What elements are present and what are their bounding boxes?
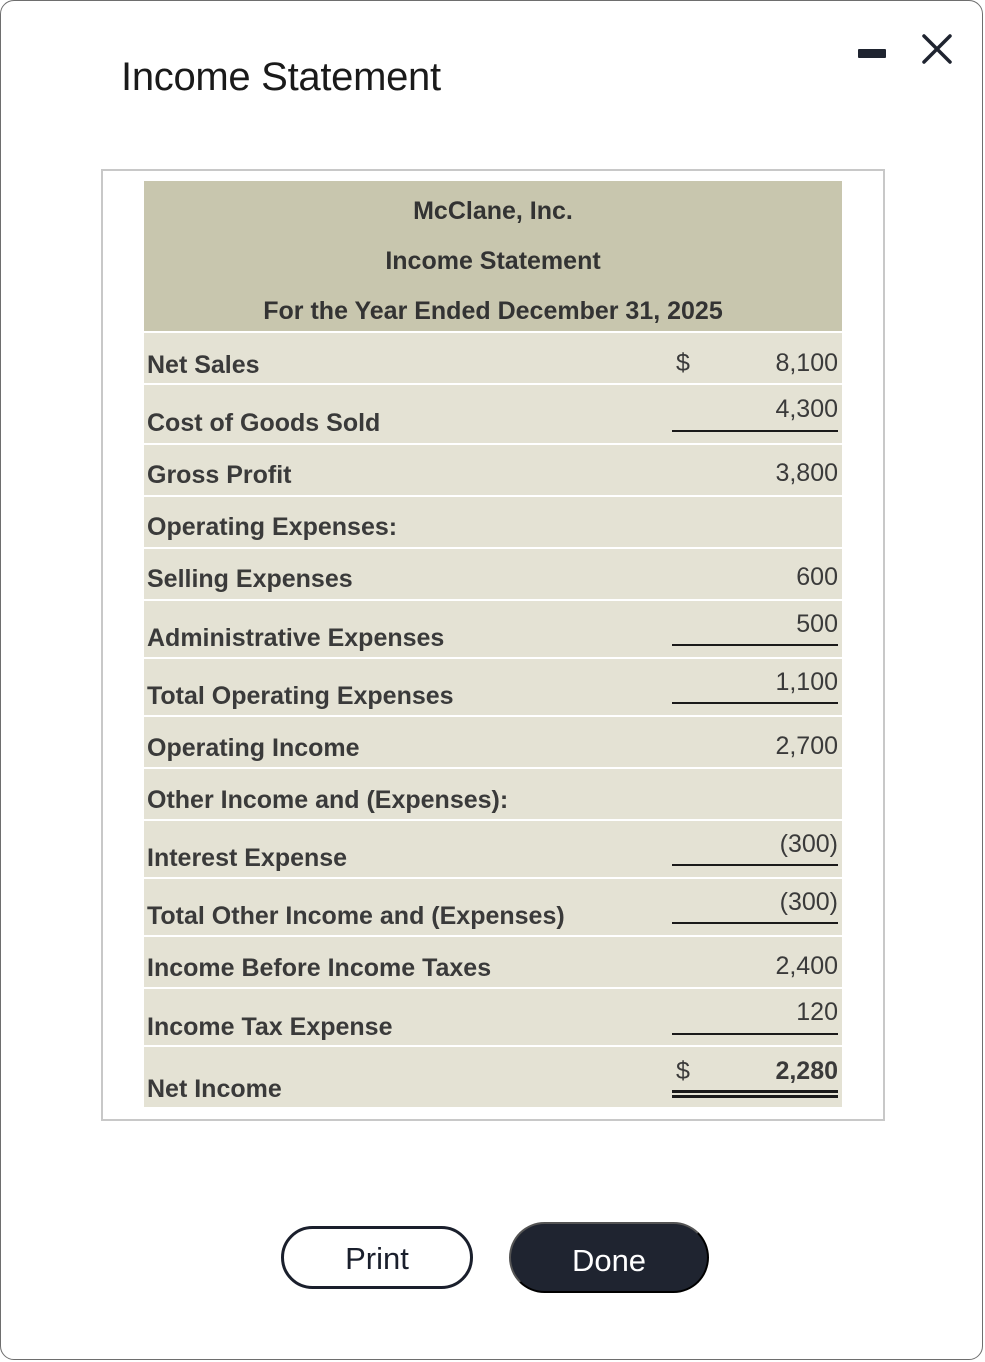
row-amount: 2,400 [775,952,838,980]
row-amount: 2,700 [775,732,838,760]
table-row-other-income-heading [144,769,842,821]
table-row-income-before-taxes [144,937,842,989]
row-amount: 2,280 [775,1057,838,1085]
done-button[interactable]: Done [509,1222,709,1293]
row-label: Total Other Income and (Expenses) [147,902,565,930]
statement-header [144,181,842,333]
underline [672,702,838,704]
row-label: Income Tax Expense [147,1013,393,1041]
row-label: Operating Expenses: [147,513,398,541]
double-underline-bottom [672,1095,838,1098]
row-label: Interest Expense [147,844,348,872]
table-row-gross-profit [144,445,842,497]
row-amount: 8,100 [775,349,838,377]
table-row-operating-expenses-heading [144,497,842,549]
table-row-income-tax-expense [144,989,842,1047]
row-label: Cost of Goods Sold [147,409,381,437]
table-row-net-sales [144,333,842,385]
row-label: Net Sales [147,351,260,379]
table-row-interest-expense [144,821,842,879]
statement-period: For the Year Ended December 31, 2025 [263,297,723,325]
dollar-sign: $ [676,1057,690,1085]
row-amount: 500 [796,610,838,638]
row-label: Income Before Income Taxes [147,954,492,982]
statement-name: Income Statement [385,247,601,275]
underline [672,430,838,432]
minimize-icon[interactable] [858,49,886,58]
table-row-administrative-expenses [144,601,842,659]
dollar-sign: $ [676,349,690,377]
company-name: McClane, Inc. [413,197,573,225]
table-row-net-income [144,1047,842,1107]
print-button[interactable]: Print [281,1226,473,1289]
row-label: Administrative Expenses [147,624,445,652]
row-amount: 4,300 [775,395,838,423]
underline [672,922,838,924]
row-amount: 120 [796,998,838,1026]
row-amount: (300) [779,830,838,858]
row-label: Other Income and (Expenses): [147,786,509,814]
dialog-title: Income Statement [121,55,441,99]
table-row-total-other-income [144,879,842,937]
table-row-selling-expenses [144,549,842,601]
table-row-total-operating-expenses [144,659,842,717]
row-amount: 600 [796,563,838,591]
row-label: Total Operating Expenses [147,682,454,710]
underline [672,1033,838,1035]
underline [672,644,838,646]
double-underline-top [672,1090,838,1093]
income-statement-table [144,181,842,1107]
underline [672,864,838,866]
row-label: Selling Expenses [147,565,353,593]
table-row-cogs [144,385,842,445]
row-amount: (300) [779,888,838,916]
close-icon[interactable] [919,31,955,67]
table-row-operating-income [144,717,842,769]
row-label: Net Income [147,1075,282,1103]
row-amount: 3,800 [775,459,838,487]
row-label: Operating Income [147,734,360,762]
row-label: Gross Profit [147,461,292,489]
row-amount: 1,100 [775,668,838,696]
